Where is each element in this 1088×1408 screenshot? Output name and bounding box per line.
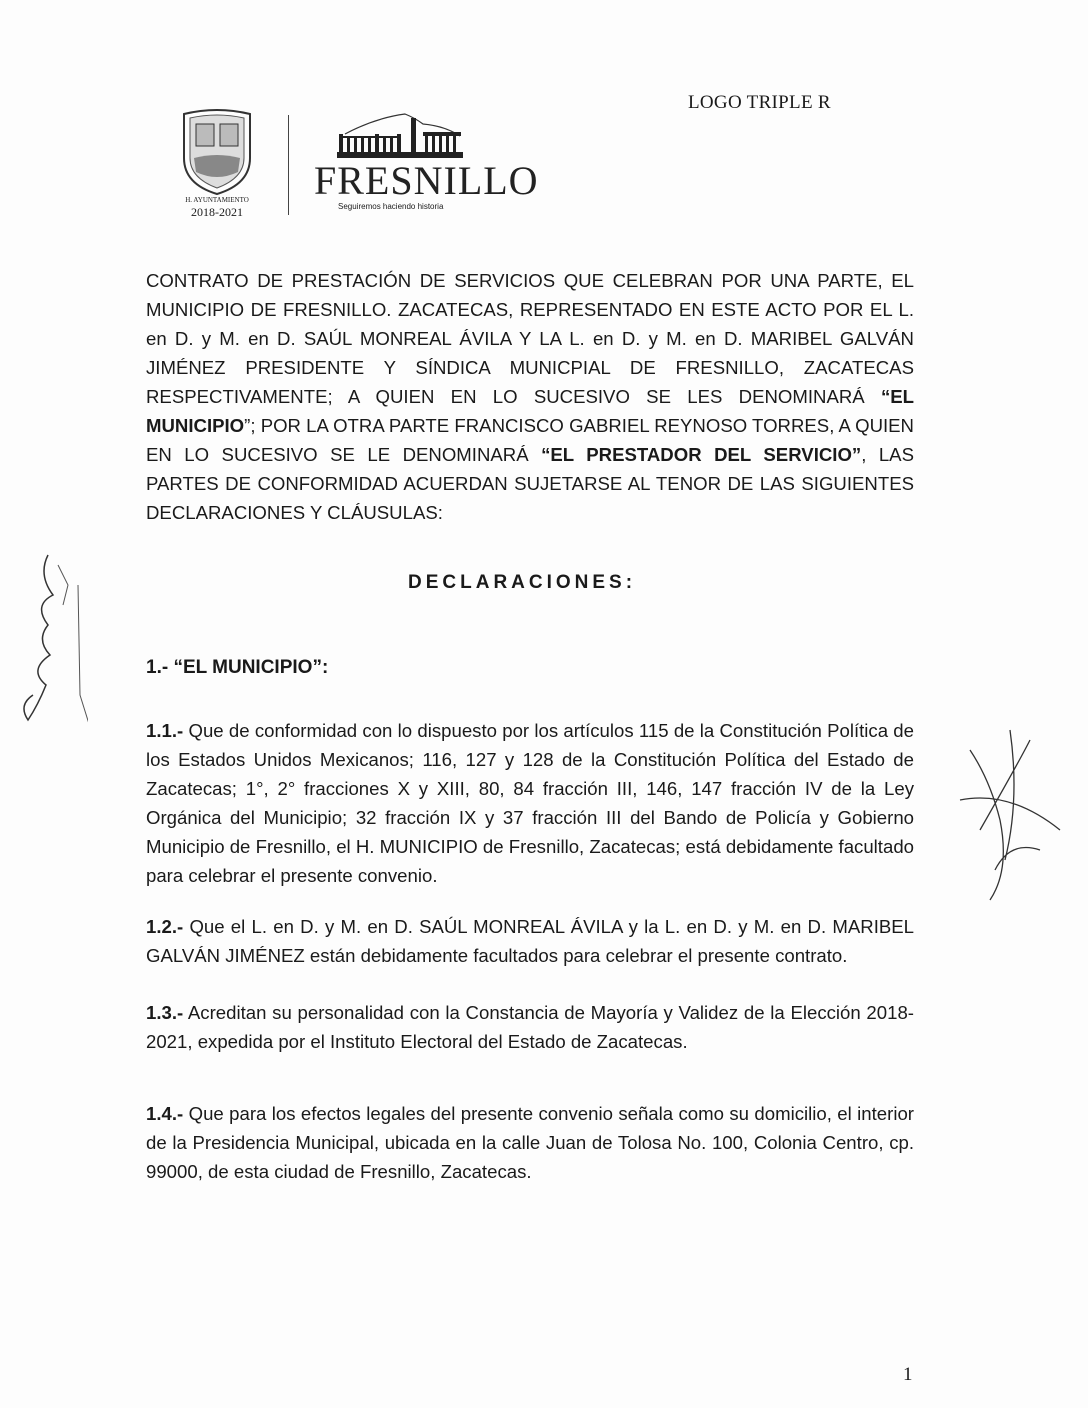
logo-divider (288, 115, 289, 215)
clause-1-2 (146, 912, 914, 970)
clause-1-1 (146, 716, 914, 890)
clause-number: 1.2.- (146, 916, 184, 937)
municipal-seal-logo (172, 108, 262, 196)
contract-intro-paragraph (146, 266, 914, 527)
logo-placeholder-label: LOGO TRIPLE R (688, 92, 831, 113)
right-margin-signature (950, 720, 1070, 930)
clause-number: 1.1.- (146, 720, 184, 741)
clause-text: Acreditan su personalidad con la Constancia de Mayoría y Validez de la Elección 2018-2021, expedida por el Instituto Electoral del Estado de Zacatecas. (146, 1002, 914, 1052)
fresnillo-tagline: Seguiremos haciendo historia (338, 202, 444, 211)
clause-text: Que para los efectos legales del presente convenio señala como su domicilio, el interior de la Presidencia Municipal, ubicada en la calle Juan de Tolosa No. 100, Colonia Centro, cp. 99000, de esta ciudad de Fresnillo, Zacatecas. (146, 1103, 914, 1182)
document-body (146, 266, 914, 1186)
left-margin-signature (8, 545, 88, 805)
clause-number: 1.4.- (146, 1103, 184, 1124)
intro-text: ”; POR LA OTRA PARTE FRANCISCO GABRIEL REYNOSO TORRES, A QUIEN EN LO SUCESIVO SE LE DENOMINARÁ (146, 415, 914, 465)
seal-years: 2018-2021 (191, 205, 243, 219)
intro-text: CONTRATO DE PRESTACIÓN DE SERVICIOS QUE CELEBRAN POR UNA PARTE, EL MUNICIPIO DE FRESNILLO. ZACATECAS, REPRESENTADO EN ESTE ACTO POR EL L. en D. y M. en D. SAÚL MONREAL ÁVILA Y LA L. en D. y M. en D. MARIBEL GALVÁN JIMÉNEZ PRESIDENTE Y SÍNDICA MUNICPIAL DE FRESNILLO, ZACATECAS RESPECTIVAMENTE; A QUIEN EN LO SUCESIVO SE LES DENOMINARÁ (146, 270, 914, 407)
intro-bold-municipio: “EL MUNICIPIO (146, 386, 914, 436)
intro-text: , LAS PARTES DE CONFORMIDAD ACUERDAN SUJETARSE AL TENOR DE LAS SIGUIENTES DECLARACIONES Y CLÁUSULAS: (146, 444, 914, 523)
clause-text: Que de conformidad con lo dispuesto por los artículos 115 de la Constitución Política de los Estados Unidos Mexicanos; 116, 127 y 128 de la Constitución Política del Estado de Zacatecas; 1°, 2° fracciones X y XIII, 80, 84 fracción III, 146, 147 fracción IV de la Ley Orgánica del Municipio; 32 fracción IX y 37 fracción III del Bando de Policía y Gobierno Municipio de Fresnillo, el H. MUNICIPIO de Fresnillo, Zacatecas; está debidamente facultado para celebrar el presente convenio. (146, 720, 914, 886)
clause-number: 1.3.- (146, 1002, 184, 1023)
seal-caption: H. AYUNTAMIENTO (185, 196, 249, 204)
intro-bold-prestador: “EL PRESTADOR DEL SERVICIO” (541, 444, 862, 465)
clause-1-4 (146, 1099, 914, 1186)
clause-text: Que el L. en D. y M. en D. SAÚL MONREAL ÁVILA y la L. en D. y M. en D. MARIBEL GALVÁN JIMÉNEZ están debidamente facultados para celebrar el presente contrato. (146, 916, 914, 966)
page-number: 1 (903, 1364, 913, 1385)
section-1-heading: 1.- “EL MUNICIPIO”: (146, 657, 329, 678)
declaraciones-heading: DECLARACIONES: (408, 572, 637, 593)
fresnillo-logo-text: FRESNILLO (314, 158, 539, 203)
clause-1-3 (146, 998, 914, 1056)
